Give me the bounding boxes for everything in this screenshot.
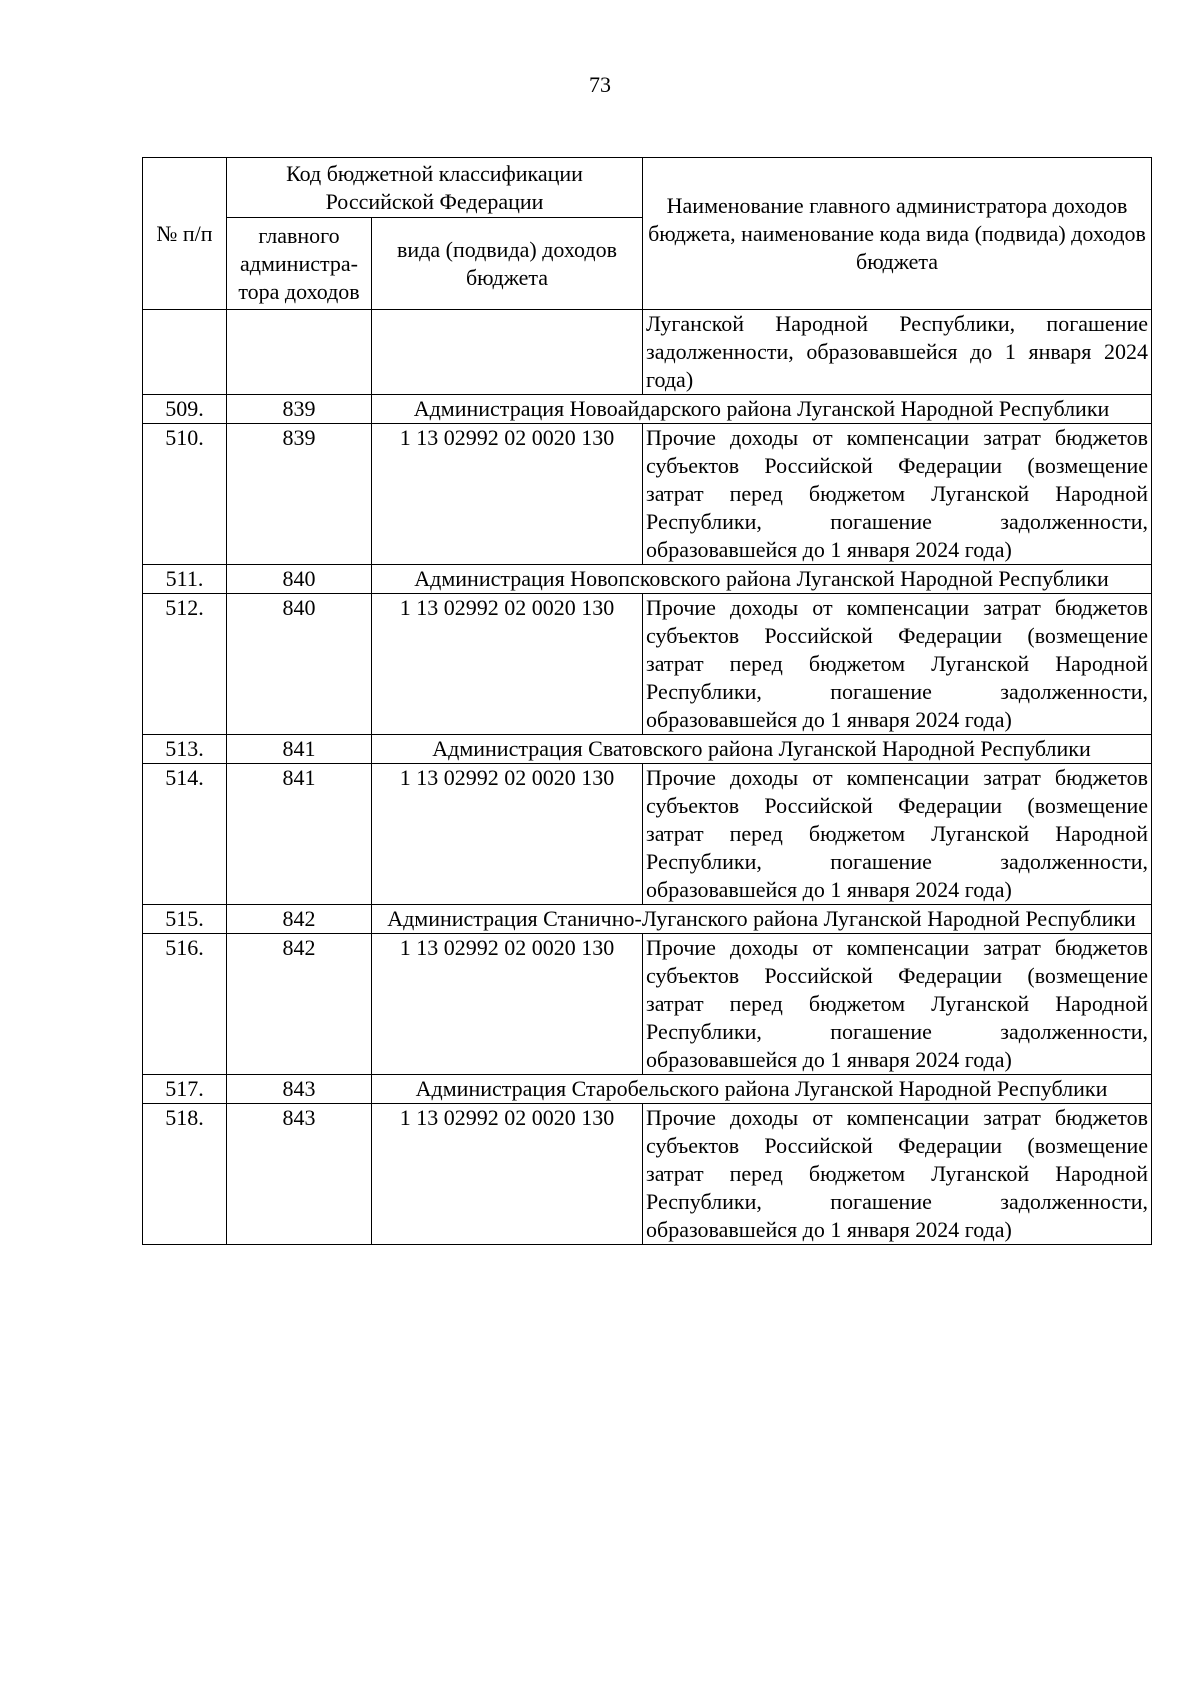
cell-code: 1 13 02992 02 0020 130 [372, 764, 643, 905]
cell-admin: 840 [227, 565, 372, 594]
cell-admin: 839 [227, 395, 372, 424]
cell-num: 513. [143, 735, 227, 764]
cell-admin: 842 [227, 934, 372, 1075]
cell-num: 511. [143, 565, 227, 594]
cell-administrator-title: Администрация Новоайдарского района Луганской Народной Республики [372, 395, 1152, 424]
cell-admin: 843 [227, 1104, 372, 1245]
table-row-income [143, 764, 1152, 905]
cell-description: Прочие доходы от компенсации затрат бюджетов субъектов Российской Федерации (возмещение затрат перед бюджетом Луганской Народной Республики, погашение задолженности, образовавшейся до 1 января 2024 года) [643, 934, 1152, 1075]
header-kbk-group: Код бюджетной классификации Российской Федерации [227, 158, 643, 218]
cell-admin: 843 [227, 1075, 372, 1104]
cell-code: 1 13 02992 02 0020 130 [372, 424, 643, 565]
table-row-administrator [143, 395, 1152, 424]
cell-admin: 841 [227, 764, 372, 905]
header-income-code: вида (подвида) доходов бюджета [372, 218, 643, 310]
cell-administrator-title: Администрация Старобельского района Луганской Народной Республики [372, 1075, 1152, 1104]
table-body [143, 310, 1152, 1245]
table-row-income [143, 594, 1152, 735]
cell-administrator-title: Администрация Новопсковского района Луганской Народной Республики [372, 565, 1152, 594]
table-row-administrator [143, 1075, 1152, 1104]
table-row-administrator [143, 565, 1152, 594]
cell-description: Прочие доходы от компенсации затрат бюджетов субъектов Российской Федерации (возмещение затрат перед бюджетом Луганской Народной Республики, погашение задолженности, образовавшейся до 1 января 2024 года) [643, 594, 1152, 735]
table-row-income [143, 1104, 1152, 1245]
cell-num: 509. [143, 395, 227, 424]
table-row-administrator [143, 905, 1152, 934]
cell-description: Прочие доходы от компенсации затрат бюджетов субъектов Российской Федерации (возмещение затрат перед бюджетом Луганской Народной Республики, погашение задолженности, образовавшейся до 1 января 2024 года) [643, 424, 1152, 565]
cell-num: 517. [143, 1075, 227, 1104]
cell-num: 510. [143, 424, 227, 565]
cell-num: 512. [143, 594, 227, 735]
table-header [143, 158, 1152, 310]
cell-admin: 841 [227, 735, 372, 764]
table-row-administrator [143, 735, 1152, 764]
cell-code [372, 310, 643, 395]
header-name: Наименование главного администратора доходов бюджета, наименование кода вида (подвида) доходов бюджета [643, 158, 1152, 310]
header-admin-code: главного администра-тора доходов [227, 218, 372, 310]
table-row-continuation [143, 310, 1152, 395]
header-num: № п/п [143, 158, 227, 310]
cell-description: Луганской Народной Республики, погашение задолженности, образовавшейся до 1 января 2024 года) [643, 310, 1152, 395]
cell-admin: 842 [227, 905, 372, 934]
cell-num: 515. [143, 905, 227, 934]
cell-admin [227, 310, 372, 395]
cell-code: 1 13 02992 02 0020 130 [372, 934, 643, 1075]
budget-classification-table [142, 157, 1152, 1245]
cell-admin: 840 [227, 594, 372, 735]
cell-num: 518. [143, 1104, 227, 1245]
cell-num [143, 310, 227, 395]
cell-administrator-title: Администрация Сватовского района Луганской Народной Республики [372, 735, 1152, 764]
cell-num: 516. [143, 934, 227, 1075]
cell-num: 514. [143, 764, 227, 905]
cell-code: 1 13 02992 02 0020 130 [372, 594, 643, 735]
cell-description: Прочие доходы от компенсации затрат бюджетов субъектов Российской Федерации (возмещение затрат перед бюджетом Луганской Народной Республики, погашение задолженности, образовавшейся до 1 января 2024 года) [643, 1104, 1152, 1245]
cell-description: Прочие доходы от компенсации затрат бюджетов субъектов Российской Федерации (возмещение затрат перед бюджетом Луганской Народной Республики, погашение задолженности, образовавшейся до 1 января 2024 года) [643, 764, 1152, 905]
cell-administrator-title: Администрация Станично-Луганского района Луганской Народной Республики [372, 905, 1152, 934]
table-row-income [143, 424, 1152, 565]
cell-code: 1 13 02992 02 0020 130 [372, 1104, 643, 1245]
table-row-income [143, 934, 1152, 1075]
cell-admin: 839 [227, 424, 372, 565]
page-number: 73 [589, 72, 611, 97]
